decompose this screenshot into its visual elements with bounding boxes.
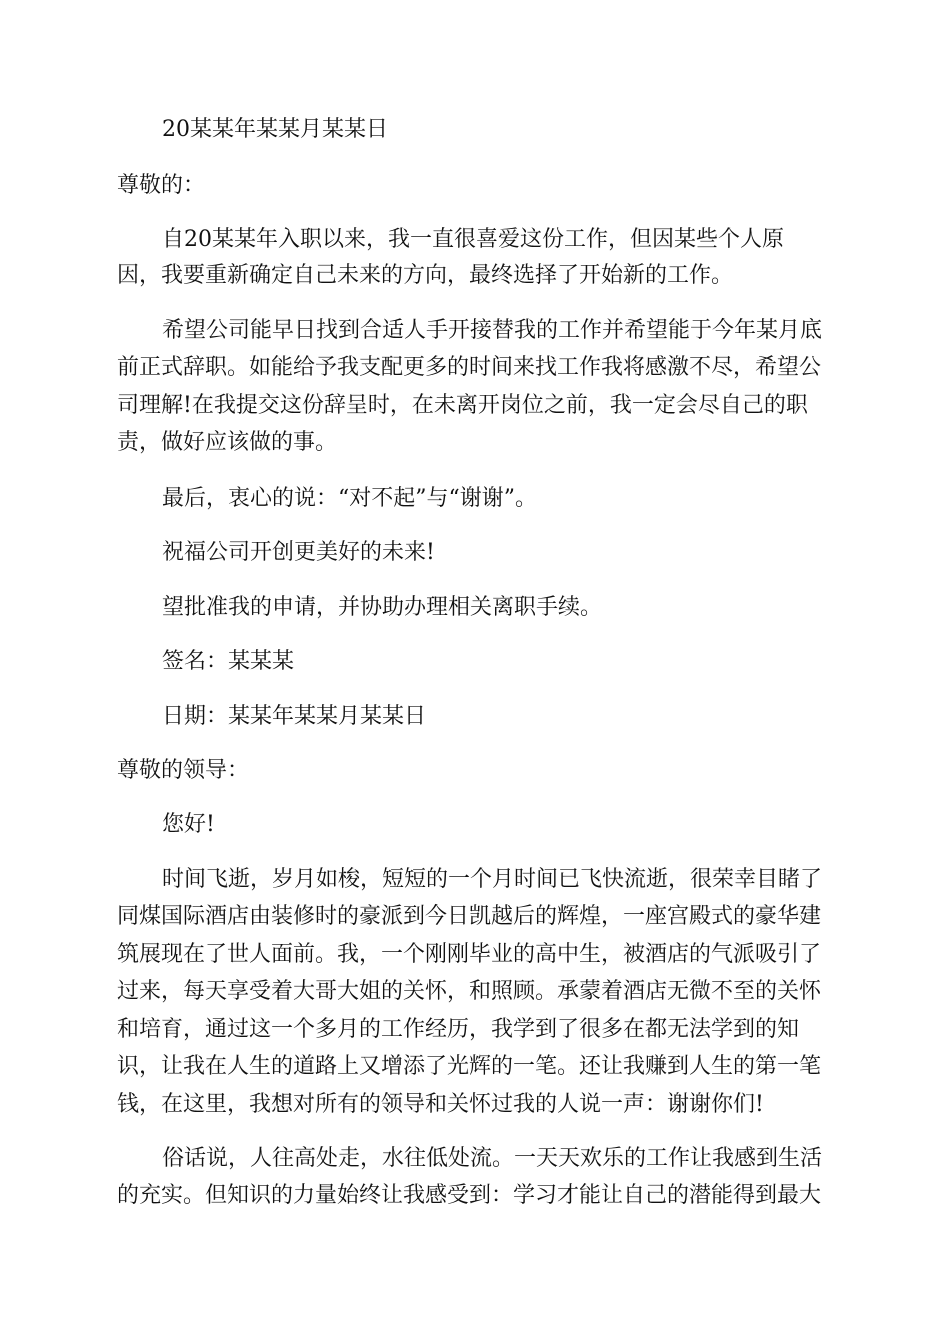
greeting: 您好! <box>162 812 215 837</box>
date-line: 20某某年某某月某某日 <box>162 117 388 142</box>
text-line: 的充实。但知识的力量始终让我感受到：学习才能让自己的潜能得到最大 <box>117 1183 822 1208</box>
salutation: 尊敬的领导： <box>117 758 250 783</box>
text-line: 过来，每天享受着大哥大姐的关怀，和照顾。承蒙着酒店无微不至的关怀 <box>117 979 822 1004</box>
text-line: 和培育，通过这一个多月的工作经历，我学到了很多在都无法学到的知 <box>117 1017 800 1042</box>
text-line: 时间飞逝，岁月如梭，短短的一个月时间已飞快流逝，很荣幸目睹了 <box>162 867 823 892</box>
text-line: 识，让我在人生的道路上又增添了光辉的一笔。还让我赚到人生的第一笔 <box>117 1054 822 1079</box>
text-line: 司理解!在我提交这份辞呈时，在未离开岗位之前，我一定会尽自己的职 <box>117 393 808 418</box>
text-line: 自20某某年入职以来，我一直很喜爱这份工作，但因某些个人原 <box>162 227 784 252</box>
text-line: 筑展现在了世人面前。我，一个刚刚毕业的高中生，被酒店的气派吸引了 <box>117 942 822 967</box>
text-line: 俗话说，人往高处走，水往低处流。一天天欢乐的工作让我感到生活 <box>162 1146 823 1171</box>
text-line: 最后，衷心的说：“对不起”与“谢谢”。 <box>162 486 537 511</box>
text-line: 前正式辞职。如能给予我支配更多的时间来找工作我将感激不尽，希望公 <box>117 355 822 380</box>
date-line: 日期：某某年某某月某某日 <box>162 704 427 729</box>
signature-line: 签名：某某某 <box>162 649 295 674</box>
salutation: 尊敬的： <box>117 173 206 198</box>
text-line: 祝福公司开创更美好的未来! <box>162 540 435 565</box>
text-line: 望批准我的申请，并协助办理相关离职手续。 <box>162 595 603 620</box>
text-line: 钱，在这里，我想对所有的领导和关怀过我的人说一声：谢谢你们! <box>117 1092 764 1117</box>
text-line: 因，我要重新确定自己未来的方向，最终选择了开始新的工作。 <box>117 263 734 288</box>
text-line: 同煤国际酒店由装修时的豪派到今日凯越后的辉煌，一座宫殿式的豪华建 <box>117 904 822 929</box>
text-line: 希望公司能早日找到合适人手开接替我的工作并希望能于今年某月底 <box>162 318 823 343</box>
text-line: 责，做好应该做的事。 <box>117 430 338 455</box>
